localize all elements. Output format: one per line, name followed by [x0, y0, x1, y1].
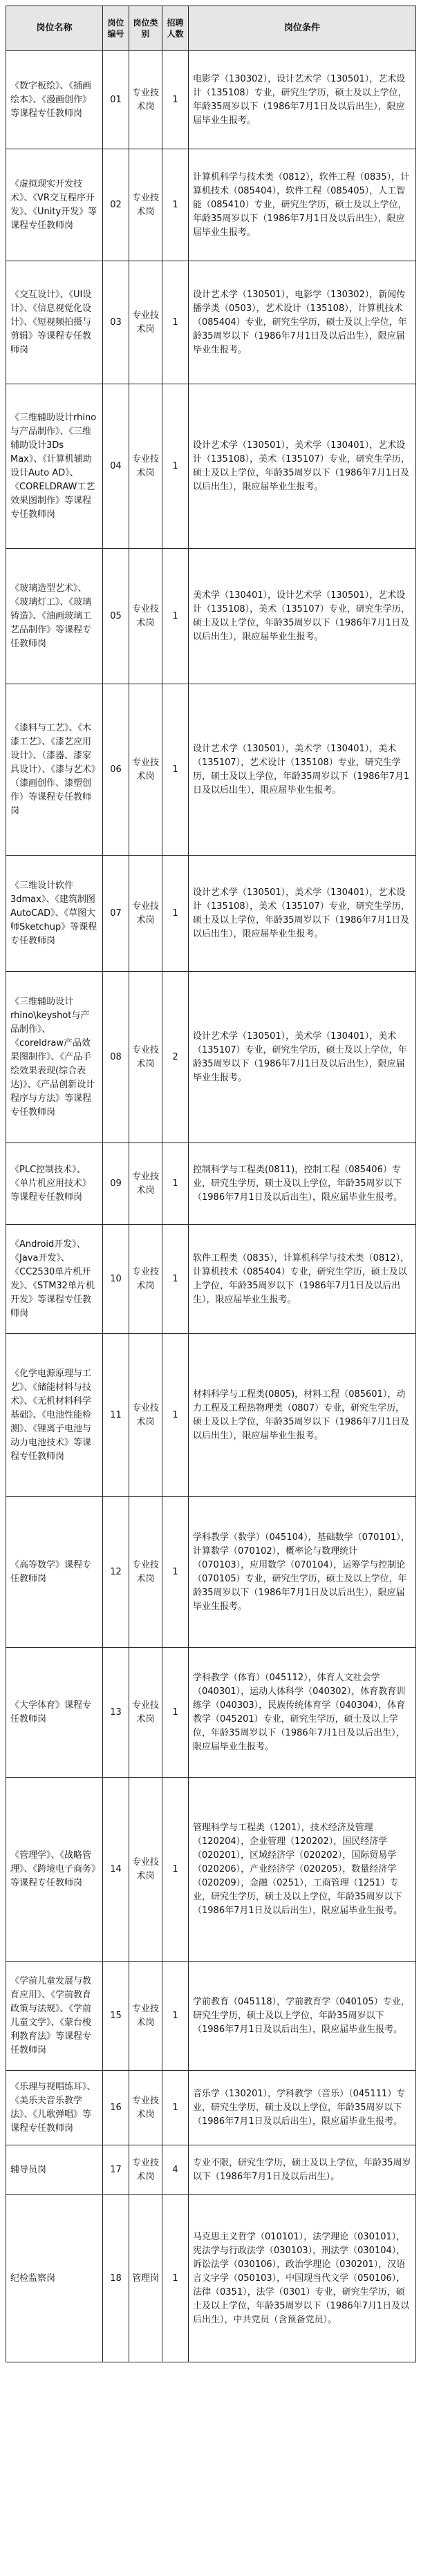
position-conditions: 专业不限，研究生学历，硕士及以上学位，年龄35周岁以下（1986年7月1日及以后出生）。: [189, 2145, 416, 2195]
position-code: 03: [103, 261, 129, 384]
position-code: 12: [103, 1497, 129, 1648]
table-row: [6, 856, 416, 972]
position-conditions: 电影学（130302），设计艺术学（130501），艺术设计（135108）专业，研究生学历，硕士及以上学位，年龄35周岁以下（1986年7月1日及以后出生），限应届毕业生报考。: [189, 51, 416, 149]
position-category: 专业技术岗: [129, 972, 162, 1143]
position-code: 07: [103, 856, 129, 972]
position-name: 《虚拟现实开发技术》、《VR交互程序开发》、《Unity开发》等课程专任教师岗: [6, 149, 103, 261]
position-code: 08: [103, 972, 129, 1143]
position-code: 05: [103, 549, 129, 684]
position-category: 专业技术岗: [129, 1334, 162, 1497]
header-position-category: 岗位类别: [129, 6, 162, 51]
position-name: 《三维设计软件3dmax》、《建筑制图AutoCAD》、《草图大师Sketchup》等课程专任教师岗: [6, 856, 103, 972]
recruit-count: 1: [162, 1334, 189, 1497]
recruit-count: 1: [162, 1962, 189, 2071]
position-code: 17: [103, 2145, 129, 2195]
position-code: 11: [103, 1334, 129, 1497]
table-row: [6, 1778, 416, 1962]
recruit-count: 1: [162, 1143, 189, 1225]
position-category: 专业技术岗: [129, 1962, 162, 2071]
position-name: 辅导员岗: [6, 2145, 103, 2195]
position-name: 《漆料与工艺》、《木漆工艺》、《漆艺应用设计》、（漆器、漆家具设计）、《漆与艺术》（漆画创作、漆塑创作）等课程专任教师岗: [6, 684, 103, 856]
position-code: 14: [103, 1778, 129, 1962]
recruit-count: 1: [162, 1225, 189, 1334]
position-conditions: 美术学（130401），设计艺术学（130501），艺术设计（135108），美术（135107）专业，研究生学历，硕士及以上学位，年龄35周岁以下（1986年7月1日及以后出生），限应届毕业生报考。: [189, 549, 416, 684]
recruit-count: 1: [162, 261, 189, 384]
position-category: 专业技术岗: [129, 261, 162, 384]
position-category: 专业技术岗: [129, 1778, 162, 1962]
position-name: 《高等数学》课程专任教师岗: [6, 1497, 103, 1648]
position-category: 专业技术岗: [129, 2145, 162, 2195]
position-conditions: 计算机科学与技术类（0812），软件工程（0835），计算机技术（085404），软件工程（085405），人工智能（085410）专业，研究生学历，硕士及以上学位，年龄35周岁以下（1986年7月1日及以后出生），限应届毕业生报考。: [189, 149, 416, 261]
table-row: [6, 2145, 416, 2195]
position-code: 04: [103, 384, 129, 549]
position-name: 纪检监察岗: [6, 2195, 103, 2362]
position-conditions: 学前教育（045118），学前教育学（040105）专业，研究生学历，硕士及以上学位，年龄35周岁以下（1986年7月1日及以后出生），限应届毕业生报考。: [189, 1962, 416, 2071]
position-name: 《PLC控制技术》、《单片机应用技术》等课程专任教师岗: [6, 1143, 103, 1225]
position-category: 专业技术岗: [129, 1497, 162, 1648]
position-code: 10: [103, 1225, 129, 1334]
table-row: [6, 149, 416, 261]
table-row: [6, 549, 416, 684]
position-name: 《化学电源原理与工艺》、《储能材料与技术》、《无机材料科学基础》、《电池性能检测》、《锂离子电池与动力电池技术》等课程专任教师岗: [6, 1334, 103, 1497]
position-conditions: 管理科学与工程类（1201），技术经济及管理（120204），企业管理（120202），国民经济学（020201），区域经济学（020202），国际贸易学（020206），产业经济学（020205），数量经济学（020209），金融（0251），工商管理（1251）专业，研究生学历，硕士及以上学位，年龄35周岁以下（1986年7月1日及以后出生），限应届毕业生报考。: [189, 1778, 416, 1962]
position-conditions: 设计艺术学（130501），美术学（130401），美术（135107）专业，研究生学历，硕士及以上学位，年龄35周岁以下（1986年7月1日及以后出生），限应届毕业生报考。: [189, 972, 416, 1143]
position-conditions: 设计艺术学（130501），美术学（130401），艺术设计（135108），美术（135107）专业，研究生学历，硕士及以上学位，年龄35周岁以下（1986年7月1日及以后出生），限应届毕业生报考。: [189, 856, 416, 972]
position-category: 专业技术岗: [129, 684, 162, 856]
position-code: 16: [103, 2071, 129, 2145]
position-code: 01: [103, 51, 129, 149]
position-category: 专业技术岗: [129, 149, 162, 261]
position-category: 专业技术岗: [129, 51, 162, 149]
table-row: [6, 1962, 416, 2071]
position-code: 18: [103, 2195, 129, 2362]
position-category: 专业技术岗: [129, 856, 162, 972]
position-conditions: 材料科学与工程类(0805)，材料工程（085601），动力工程及工程热物理类（0807）专业，研究生学历，硕士及以上学位，年龄35周岁以下（1986年7月1日及以后出生），限应届毕业生报考。: [189, 1334, 416, 1497]
recruit-count: 1: [162, 684, 189, 856]
recruit-count: 1: [162, 384, 189, 549]
position-name: 《大学体育》课程专任教师岗: [6, 1648, 103, 1778]
position-category: 专业技术岗: [129, 549, 162, 684]
position-category: 管理岗: [129, 2195, 162, 2362]
header-row: [6, 6, 416, 51]
recruit-count: 1: [162, 51, 189, 149]
position-code: 13: [103, 1648, 129, 1778]
position-code: 15: [103, 1962, 129, 2071]
position-conditions: 设计艺术学（130501），美术学（130401），艺术设计（135108），美术（135107）专业，研究生学历，硕士及以上学位，年龄35周岁以下（1986年7月1日及以后出生），限应届毕业生报考。: [189, 384, 416, 549]
position-conditions: 设计艺术学（130501），电影学（130302），新闻传播学类（0503），艺术设计（135108），计算机技术（085404）专业，研究生学历，硕士及以上学位，年龄35周岁以下（1986年7月1日及以后出生），限应届毕业生报考。: [189, 261, 416, 384]
recruit-count: 1: [162, 1778, 189, 1962]
recruit-count: 1: [162, 2195, 189, 2362]
position-conditions: 学科教学（体育）（045112），体育人文社会学（040301），运动人体科学（040302），体育教育训练学（040303），民族传统体育学（040304），体育教学（045201）专业，研究生学历，硕士及以上学位，年龄35周岁以下（1986年7月1日及以后出生），限应届毕业生报考。: [189, 1648, 416, 1778]
header-recruit-count: 招聘人数: [162, 6, 189, 51]
table-row: [6, 384, 416, 549]
position-name: 《玻璃造型艺术》、《玻璃灯工》、《玻璃铸造》、《油画玻璃工艺品制作》等课程专任教师岗: [6, 549, 103, 684]
position-name: 《乐理与视唱练耳》、《美乐夫音乐教学法》、《儿歌弹唱》等课程专任教师岗: [6, 2071, 103, 2145]
table-row: [6, 684, 416, 856]
position-name: 《交互设计》、《UI设计》、《信息视觉化设计》、《短视频拍摄与剪辑》等课程专任教师岗: [6, 261, 103, 384]
table-row: [6, 51, 416, 149]
position-category: 专业技术岗: [129, 384, 162, 549]
recruit-count: 1: [162, 149, 189, 261]
position-category: 专业技术岗: [129, 1648, 162, 1778]
table-row: [6, 1334, 416, 1497]
position-category: 专业技术岗: [129, 2071, 162, 2145]
table-row: [6, 2195, 416, 2362]
position-name: 《Android开发》、《Java开发》、《CC2530单片机开发》、《STM32单片机开发》等课程专任教师岗: [6, 1225, 103, 1334]
table-row: [6, 261, 416, 384]
table-row: [6, 1143, 416, 1225]
position-name: 《三维辅助设计rhino与产品制作》、《三维辅助设计3Ds Max》、《计算机辅助设计Auto AD》、《CORELDRAW工艺效果图制作》等课程专任教师岗: [6, 384, 103, 549]
recruit-count: 1: [162, 1497, 189, 1648]
position-conditions: 设计艺术学（130501），美术学（130401），美术（135107），艺术设计（135108）专业，研究生学历，硕士及以上学位，年龄35周岁以下（1986年7月1日及以后出生），限应届毕业生报考。: [189, 684, 416, 856]
table-row: [6, 1497, 416, 1648]
position-name: 《管理学》、《战略管理》、《跨境电子商务》等课程专任教师岗: [6, 1778, 103, 1962]
table-row: [6, 2071, 416, 2145]
position-name: 《学前儿童发展与教育应用》、《学前教育政策与法规》、《学前儿童文学》、《蒙台梭利教育法》等课程专任教师岗: [6, 1962, 103, 2071]
table-row: [6, 1648, 416, 1778]
position-category: 专业技术岗: [129, 1225, 162, 1334]
position-code: 06: [103, 684, 129, 856]
recruit-count: 1: [162, 856, 189, 972]
recruit-count: 2: [162, 972, 189, 1143]
header-position-code: 岗位编号: [103, 6, 129, 51]
position-conditions: 马克思主义哲学（010101），法学理论（030101），宪法学与行政法学（030103），刑法学（030104），诉讼法学（030106），政治学理论（030201），汉语言文字学（050103），中国现当代文学（050106），法律（0351），法学（0301）专业，研究生学历，硕士及以上学位，年龄35周岁以下（1986年7月1日及以后出生），中共党员（含预备党员）。: [189, 2195, 416, 2362]
recruit-count: 1: [162, 1648, 189, 1778]
position-conditions: 软件工程类（0835），计算机科学与技术类（0812），计算机技术（085404）专业，研究生学历，硕士及以上学位，年龄35周岁以下（1986年7月1日及以后出生），限应届毕业生报考。: [189, 1225, 416, 1334]
recruit-count: 1: [162, 2071, 189, 2145]
position-name: 《数字板绘》、《插画绘本》、《漫画创作》等课程专任教师岗: [6, 51, 103, 149]
table-row: [6, 972, 416, 1143]
header-position-name: 岗位名称: [6, 6, 103, 51]
position-category: 专业技术岗: [129, 1143, 162, 1225]
position-name: 《三维辅助设计rhino\keyshot与产品制作》、《coreldraw产品效果图制作》、《产品手绘效果表现(综合表达)》、《产品创新设计程序与方法》等课程专任教师岗: [6, 972, 103, 1143]
position-code: 02: [103, 149, 129, 261]
position-conditions: 音乐学（130201），学科教学（音乐）（045111）专业，研究生学历，硕士及以上学位，年龄35周岁以下（1986年7月1日及以后出生），限应届毕业生报考。: [189, 2071, 416, 2145]
recruitment-table: [6, 6, 416, 2362]
position-code: 09: [103, 1143, 129, 1225]
recruit-count: 4: [162, 2145, 189, 2195]
table-row: [6, 1225, 416, 1334]
position-conditions: 学科教学（数学）（045104），基础数学（070101），计算数学（070102），概率论与数理统计（070103），应用数学（070104），运筹学与控制论（070105）专业，研究生学历，硕士及以上学位，年龄35周岁以下（1986年7月1日及以后出生），限应届毕业生报考。: [189, 1497, 416, 1648]
recruit-count: 1: [162, 549, 189, 684]
position-conditions: 控制科学与工程类(0811)，控制工程（085406）专业，研究生学历，硕士及以上学位，年龄35周岁以下（1986年7月1日及以后出生），限应届毕业生报考。: [189, 1143, 416, 1225]
header-position-conditions: 岗位条件: [189, 6, 416, 51]
